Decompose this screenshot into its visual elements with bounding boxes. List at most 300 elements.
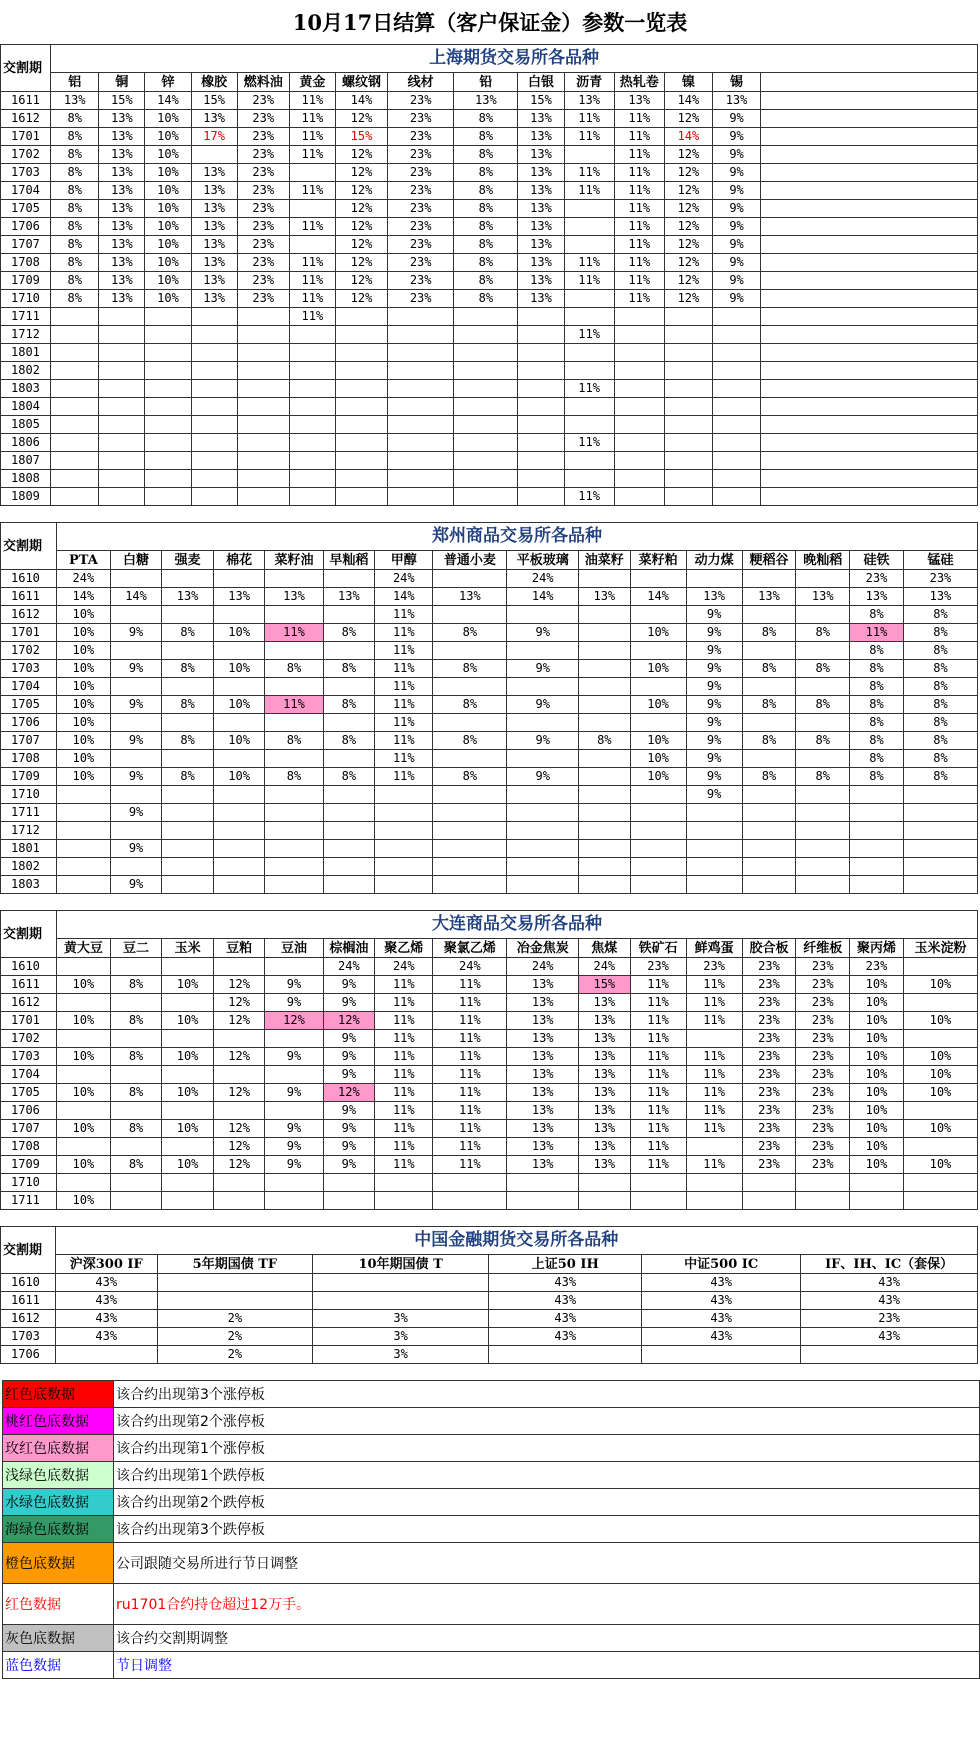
- margin-cell: 9%: [265, 1156, 323, 1174]
- margin-cell: [213, 804, 265, 822]
- margin-cell: [388, 344, 454, 362]
- margin-cell: [614, 452, 664, 470]
- margin-cell: [158, 1274, 313, 1292]
- margin-cell: [388, 416, 454, 434]
- period-cell: 1610: [1, 958, 57, 976]
- legend-row: [3, 1489, 980, 1516]
- margin-cell: [579, 768, 631, 786]
- margin-cell: [323, 750, 375, 768]
- margin-cell: [265, 750, 323, 768]
- margin-cell: 10%: [162, 1012, 214, 1030]
- margin-cell: 23%: [237, 110, 289, 128]
- margin-cell: 23%: [237, 182, 289, 200]
- margin-cell: 10%: [57, 1120, 111, 1138]
- margin-cell: [712, 470, 760, 488]
- margin-cell: [237, 470, 289, 488]
- margin-cell: [110, 1102, 162, 1120]
- margin-cell: [630, 786, 686, 804]
- period-cell: 1612: [1, 606, 57, 624]
- margin-cell: [191, 434, 237, 452]
- margin-cell: 8%: [454, 272, 518, 290]
- period-cell: 1807: [1, 452, 51, 470]
- margin-cell: 9%: [686, 660, 742, 678]
- margin-cell: 24%: [323, 958, 375, 976]
- margin-cell: 10%: [57, 606, 111, 624]
- margin-cell: 11%: [564, 110, 614, 128]
- margin-cell: 10%: [57, 678, 111, 696]
- margin-cell: [664, 452, 712, 470]
- margin-cell: [630, 858, 686, 876]
- margin-cell: [191, 488, 237, 506]
- product-header: 铁矿石: [630, 939, 686, 958]
- margin-cell: 23%: [742, 1102, 796, 1120]
- margin-cell: 9%: [686, 786, 742, 804]
- table-row: [1, 858, 978, 876]
- margin-cell: 8%: [265, 660, 323, 678]
- margin-cell: 13%: [579, 1048, 631, 1066]
- margin-cell: [265, 1174, 323, 1192]
- margin-cell: [162, 606, 214, 624]
- margin-cell: [579, 606, 631, 624]
- margin-cell: 11%: [433, 994, 507, 1012]
- margin-cell: 10%: [57, 976, 111, 994]
- margin-cell: 8%: [742, 624, 796, 642]
- product-header: 普通小麦: [433, 551, 507, 570]
- margin-cell: 8%: [433, 732, 507, 750]
- table-row: [1, 1120, 978, 1138]
- margin-cell: 10%: [145, 146, 191, 164]
- margin-cell: 9%: [110, 876, 162, 894]
- table-row: [1, 1102, 978, 1120]
- period-cell: 1611: [1, 976, 57, 994]
- margin-cell: [237, 398, 289, 416]
- margin-cell: [433, 876, 507, 894]
- margin-cell: [579, 876, 631, 894]
- margin-cell: 11%: [433, 1030, 507, 1048]
- margin-cell: [579, 858, 631, 876]
- margin-cell: 8%: [903, 714, 977, 732]
- margin-cell: 8%: [903, 768, 977, 786]
- margin-cell: [375, 804, 433, 822]
- margin-cell: 43%: [642, 1274, 801, 1292]
- margin-cell: 9%: [507, 696, 579, 714]
- product-header: 焦煤: [579, 939, 631, 958]
- margin-cell: [162, 714, 214, 732]
- margin-tables: [0, 44, 980, 1364]
- margin-cell: [712, 452, 760, 470]
- margin-cell: [265, 1030, 323, 1048]
- margin-cell: [265, 714, 323, 732]
- margin-cell: [110, 570, 162, 588]
- product-header: 铝: [51, 73, 99, 92]
- margin-cell: [712, 416, 760, 434]
- margin-cell: [323, 840, 375, 858]
- margin-cell: 23%: [388, 146, 454, 164]
- period-cell: 1808: [1, 470, 51, 488]
- margin-cell: 24%: [433, 958, 507, 976]
- margin-cell: 11%: [614, 218, 664, 236]
- period-cell: 1710: [1, 290, 51, 308]
- margin-cell: [454, 416, 518, 434]
- margin-cell: [903, 822, 977, 840]
- margin-cell: 11%: [686, 1048, 742, 1066]
- margin-cell: 11%: [630, 1030, 686, 1048]
- margin-cell: [796, 1192, 850, 1210]
- margin-cell: 8%: [433, 768, 507, 786]
- margin-cell: [191, 344, 237, 362]
- table-row: [1, 236, 978, 254]
- legend-description: 该合约出现第3个涨停板: [114, 1381, 980, 1408]
- margin-cell: 9%: [712, 200, 760, 218]
- period-cell: 1611: [1, 92, 51, 110]
- margin-cell: [712, 308, 760, 326]
- margin-cell: 10%: [213, 768, 265, 786]
- period-cell: 1805: [1, 416, 51, 434]
- table-row: [1, 398, 978, 416]
- margin-cell: 13%: [99, 146, 145, 164]
- margin-cell: [162, 1192, 214, 1210]
- margin-cell: [454, 308, 518, 326]
- margin-cell: [614, 434, 664, 452]
- margin-cell: 11%: [375, 976, 433, 994]
- margin-cell: 23%: [796, 1156, 850, 1174]
- margin-cell: [433, 606, 507, 624]
- margin-cell: 10%: [145, 272, 191, 290]
- margin-cell: 8%: [51, 128, 99, 146]
- product-header: 豆粕: [213, 939, 265, 958]
- margin-cell: [564, 146, 614, 164]
- margin-cell: [630, 570, 686, 588]
- table-row: [1, 1174, 978, 1192]
- margin-cell: 10%: [145, 182, 191, 200]
- margin-cell: 11%: [630, 1102, 686, 1120]
- table-row: [1, 416, 978, 434]
- margin-cell: 8%: [162, 660, 214, 678]
- period-cell: 1703: [1, 1328, 56, 1346]
- margin-cell: [213, 570, 265, 588]
- margin-cell: [213, 1102, 265, 1120]
- margin-cell: 9%: [323, 1102, 375, 1120]
- margin-cell: 10%: [162, 1084, 214, 1102]
- margin-cell: 11%: [614, 182, 664, 200]
- exchange-table: [0, 44, 978, 506]
- margin-cell: [162, 1174, 214, 1192]
- margin-cell: 13%: [191, 254, 237, 272]
- margin-cell: [312, 1274, 489, 1292]
- margin-cell: 8%: [323, 732, 375, 750]
- product-header: 铜: [99, 73, 145, 92]
- margin-cell: 8%: [903, 732, 977, 750]
- legend-swatch: 蓝色数据: [3, 1652, 114, 1679]
- margin-cell: 24%: [57, 570, 111, 588]
- margin-cell: 9%: [265, 1138, 323, 1156]
- margin-cell: 8%: [323, 768, 375, 786]
- margin-cell: 13%: [191, 218, 237, 236]
- margin-cell: 8%: [454, 128, 518, 146]
- margin-cell: 13%: [796, 588, 850, 606]
- margin-cell: 11%: [614, 200, 664, 218]
- table-row: [1, 958, 978, 976]
- product-header: 沪深300 IF: [55, 1255, 157, 1274]
- period-cell: 1703: [1, 1048, 57, 1066]
- margin-cell: [99, 362, 145, 380]
- margin-cell: [664, 434, 712, 452]
- margin-cell: [57, 958, 111, 976]
- margin-cell: 9%: [712, 218, 760, 236]
- margin-cell: [51, 398, 99, 416]
- margin-cell: 11%: [375, 624, 433, 642]
- margin-cell: 14%: [664, 92, 712, 110]
- product-header: 铅: [454, 73, 518, 92]
- margin-cell: 13%: [686, 588, 742, 606]
- margin-cell: 10%: [57, 1156, 111, 1174]
- margin-cell: 11%: [564, 434, 614, 452]
- margin-cell: 9%: [507, 624, 579, 642]
- margin-cell: 23%: [237, 164, 289, 182]
- margin-cell: [518, 470, 564, 488]
- product-header: 螺纹钢: [335, 73, 387, 92]
- margin-cell: 8%: [903, 696, 977, 714]
- margin-cell: 2%: [158, 1310, 313, 1328]
- margin-cell: 13%: [99, 182, 145, 200]
- margin-cell: 8%: [162, 696, 214, 714]
- margin-cell: 8%: [850, 750, 904, 768]
- margin-cell: 8%: [454, 290, 518, 308]
- margin-cell: [507, 606, 579, 624]
- legend-swatch: 桃红色底数据: [3, 1408, 114, 1435]
- margin-cell: [796, 804, 850, 822]
- margin-cell: 12%: [664, 164, 712, 182]
- margin-cell: 23%: [388, 164, 454, 182]
- margin-cell: [796, 642, 850, 660]
- margin-cell: [507, 858, 579, 876]
- margin-cell: 13%: [518, 218, 564, 236]
- margin-cell: [265, 606, 323, 624]
- margin-cell: 11%: [614, 110, 664, 128]
- margin-cell: 23%: [686, 958, 742, 976]
- margin-cell: [742, 1192, 796, 1210]
- margin-cell: 9%: [686, 624, 742, 642]
- margin-cell: [454, 488, 518, 506]
- margin-cell: 24%: [507, 570, 579, 588]
- product-header: 锡: [712, 73, 760, 92]
- margin-cell: [388, 434, 454, 452]
- margin-cell: [630, 804, 686, 822]
- margin-cell: [323, 606, 375, 624]
- margin-cell: 9%: [323, 1048, 375, 1066]
- margin-cell: 13%: [213, 588, 265, 606]
- margin-cell: 13%: [579, 588, 631, 606]
- margin-cell: 10%: [57, 624, 111, 642]
- margin-cell: 12%: [335, 146, 387, 164]
- margin-cell: 10%: [57, 1048, 111, 1066]
- margin-cell: 23%: [237, 146, 289, 164]
- margin-cell: 11%: [630, 976, 686, 994]
- margin-cell: [454, 326, 518, 344]
- margin-cell: [265, 876, 323, 894]
- margin-cell: 10%: [145, 236, 191, 254]
- margin-cell: 24%: [375, 958, 433, 976]
- margin-cell: 23%: [388, 218, 454, 236]
- margin-cell: 11%: [375, 660, 433, 678]
- margin-cell: 8%: [742, 696, 796, 714]
- margin-cell: 11%: [686, 1156, 742, 1174]
- margin-cell: 11%: [614, 254, 664, 272]
- margin-cell: [712, 326, 760, 344]
- margin-cell: [289, 164, 335, 182]
- margin-cell: [564, 416, 614, 434]
- margin-cell: [742, 804, 796, 822]
- margin-cell: 13%: [99, 290, 145, 308]
- margin-cell: [110, 994, 162, 1012]
- margin-cell: 8%: [850, 714, 904, 732]
- margin-cell: 11%: [686, 1120, 742, 1138]
- margin-cell: [57, 1030, 111, 1048]
- margin-cell: 13%: [507, 1138, 579, 1156]
- margin-cell: 8%: [51, 272, 99, 290]
- margin-cell: 10%: [903, 1066, 977, 1084]
- margin-cell: 11%: [630, 1138, 686, 1156]
- margin-cell: 23%: [796, 1102, 850, 1120]
- margin-cell: [99, 344, 145, 362]
- product-header: 聚乙烯: [375, 939, 433, 958]
- margin-cell: 17%: [191, 128, 237, 146]
- margin-cell: 13%: [191, 200, 237, 218]
- margin-cell: 8%: [162, 732, 214, 750]
- margin-cell: [630, 714, 686, 732]
- margin-cell: 23%: [796, 1120, 850, 1138]
- margin-cell: 8%: [454, 164, 518, 182]
- margin-cell: 13%: [99, 200, 145, 218]
- filler-cell: [761, 362, 978, 380]
- margin-cell: 12%: [664, 236, 712, 254]
- margin-cell: 11%: [564, 488, 614, 506]
- legend-row: [3, 1408, 980, 1435]
- margin-cell: 10%: [145, 128, 191, 146]
- margin-cell: [686, 1174, 742, 1192]
- margin-cell: 10%: [903, 976, 977, 994]
- margin-cell: [375, 876, 433, 894]
- margin-cell: [903, 858, 977, 876]
- margin-cell: 11%: [630, 1012, 686, 1030]
- margin-cell: [51, 434, 99, 452]
- margin-cell: 10%: [850, 1084, 904, 1102]
- margin-cell: [664, 344, 712, 362]
- margin-cell: [433, 750, 507, 768]
- margin-cell: [110, 786, 162, 804]
- margin-cell: 11%: [375, 1012, 433, 1030]
- margin-cell: [213, 1174, 265, 1192]
- table-row: [1, 714, 978, 732]
- margin-cell: [191, 416, 237, 434]
- margin-cell: 13%: [518, 164, 564, 182]
- product-header: 上证50 IH: [489, 1255, 642, 1274]
- period-cell: 1712: [1, 822, 57, 840]
- margin-cell: 14%: [110, 588, 162, 606]
- margin-cell: 10%: [145, 164, 191, 182]
- margin-cell: 8%: [110, 1084, 162, 1102]
- margin-cell: [850, 1192, 904, 1210]
- period-header: 交割期: [1, 1227, 56, 1274]
- legend-description: ru1701合约持仓超过12万手。: [114, 1584, 980, 1625]
- margin-cell: 11%: [375, 1156, 433, 1174]
- margin-cell: 11%: [630, 1156, 686, 1174]
- margin-cell: 12%: [335, 272, 387, 290]
- margin-cell: [162, 958, 214, 976]
- product-header: 沥青: [564, 73, 614, 92]
- margin-cell: 8%: [51, 164, 99, 182]
- margin-cell: 14%: [335, 92, 387, 110]
- margin-cell: [145, 308, 191, 326]
- table-row: [1, 786, 978, 804]
- period-cell: 1708: [1, 750, 57, 768]
- margin-cell: [57, 1066, 111, 1084]
- margin-cell: [162, 822, 214, 840]
- margin-cell: 12%: [335, 254, 387, 272]
- margin-cell: [191, 308, 237, 326]
- period-header: 交割期: [1, 45, 51, 92]
- period-cell: 1803: [1, 380, 51, 398]
- margin-cell: 12%: [335, 182, 387, 200]
- margin-cell: 10%: [57, 1192, 111, 1210]
- product-header: 热轧卷: [614, 73, 664, 92]
- margin-cell: [388, 488, 454, 506]
- margin-cell: 43%: [801, 1328, 978, 1346]
- margin-cell: 12%: [335, 110, 387, 128]
- margin-cell: 8%: [796, 696, 850, 714]
- margin-cell: 11%: [289, 308, 335, 326]
- margin-cell: [375, 822, 433, 840]
- margin-cell: 9%: [507, 768, 579, 786]
- product-header: 冶金焦炭: [507, 939, 579, 958]
- table-row: [1, 768, 978, 786]
- margin-cell: 8%: [850, 660, 904, 678]
- margin-cell: 11%: [614, 236, 664, 254]
- table-row: [1, 840, 978, 858]
- margin-cell: 8%: [850, 642, 904, 660]
- filler-cell: [761, 290, 978, 308]
- margin-cell: 11%: [614, 164, 664, 182]
- margin-cell: [289, 380, 335, 398]
- margin-cell: [630, 822, 686, 840]
- margin-cell: 13%: [518, 146, 564, 164]
- margin-cell: 10%: [903, 1012, 977, 1030]
- margin-cell: [796, 714, 850, 732]
- margin-cell: [518, 362, 564, 380]
- margin-cell: [335, 380, 387, 398]
- period-cell: 1701: [1, 128, 51, 146]
- margin-cell: [323, 678, 375, 696]
- margin-cell: 23%: [796, 976, 850, 994]
- margin-cell: [237, 434, 289, 452]
- margin-cell: 8%: [903, 624, 977, 642]
- margin-cell: 11%: [375, 768, 433, 786]
- margin-cell: [903, 786, 977, 804]
- margin-cell: 8%: [903, 678, 977, 696]
- product-header: 黄金: [289, 73, 335, 92]
- margin-cell: 10%: [630, 660, 686, 678]
- product-header: 白糖: [110, 551, 162, 570]
- margin-cell: [630, 840, 686, 858]
- margin-cell: 11%: [614, 128, 664, 146]
- margin-cell: 10%: [145, 200, 191, 218]
- margin-cell: 12%: [664, 146, 712, 164]
- margin-cell: 13%: [518, 200, 564, 218]
- margin-cell: [51, 308, 99, 326]
- margin-cell: [99, 416, 145, 434]
- margin-cell: [564, 452, 614, 470]
- margin-cell: 43%: [55, 1328, 157, 1346]
